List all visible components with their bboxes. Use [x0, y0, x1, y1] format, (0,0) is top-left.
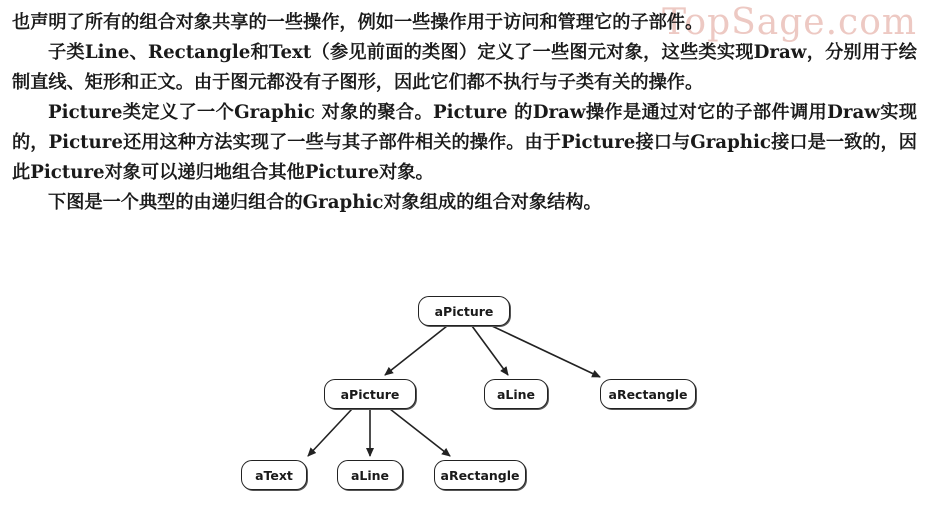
paragraph-1: 也声明了所有的组合对象共享的一些操作，例如一些操作用于访问和管理它的子部件。 — [12, 12, 704, 33]
object-structure-diagram — [0, 280, 925, 509]
paragraph-4: 下图是一个典型的由递归组合的Graphic对象组成的组合对象结构。 — [48, 192, 602, 213]
paragraph-2: 子类Line、Rectangle和Text（参见前面的类图）定义了一些图元对象，这些类实现Draw，分别用于绘制直线、矩形和正文。由于图元都没有子图形，因此它们都不执行与子类有关的操作。 — [12, 42, 917, 93]
body-text — [12, 8, 917, 218]
edge-root-to-arectangle — [492, 326, 600, 377]
node-level1-aline: aLine — [484, 379, 548, 409]
node-level2-arectangle: aRectangle — [434, 460, 526, 490]
edge-root-to-apicture — [385, 326, 447, 375]
node-root-apicture: aPicture — [418, 296, 510, 326]
watermark-logo: TopSage.com — [662, 2, 917, 43]
node-level1-apicture: aPicture — [324, 379, 416, 409]
edge-root-to-aline — [472, 326, 508, 375]
edge-apicture-to-arectangle — [390, 409, 450, 456]
edge-apicture-to-atext — [308, 409, 352, 456]
paragraph-3: Picture类定义了一个Graphic 对象的聚合。Picture 的Draw操作是通过对它的子部件调用Draw实现的，Picture还用这种方法实现了一些与其子部件相关的操作。由于Picture接口与Graphic接口是一致的，因此Picture对象可以递归地组合其他Picture对象。 — [12, 102, 917, 183]
node-level2-aline: aLine — [337, 460, 403, 490]
node-level2-atext: aText — [241, 460, 307, 490]
node-level1-arectangle: aRectangle — [600, 379, 696, 409]
